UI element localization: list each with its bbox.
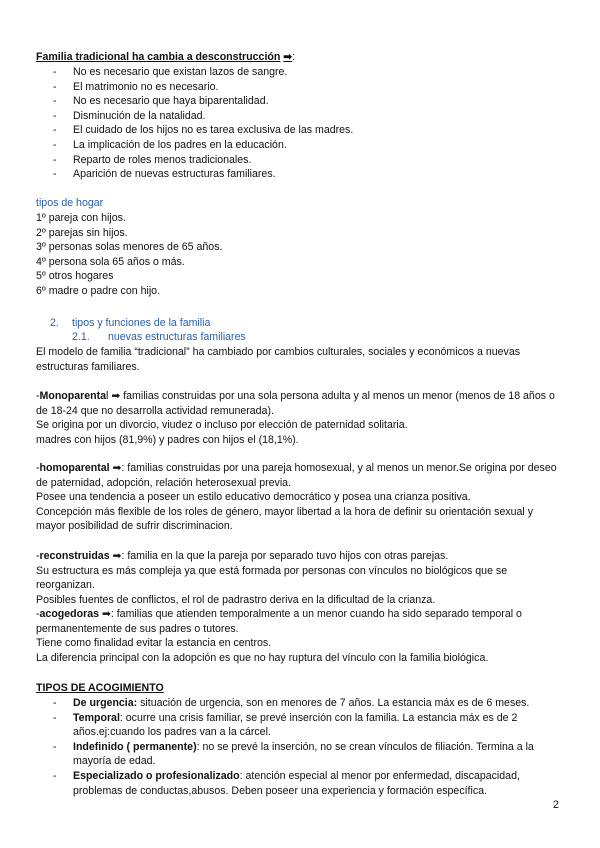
acogedoras-block [36, 607, 564, 665]
homoparental-label: homoparental [39, 462, 110, 474]
dash: - [36, 550, 40, 562]
list-item: - No es necesario que haya biparentalidad. [36, 94, 353, 109]
dash: - [36, 390, 40, 402]
intro-paragraph: El modelo de familia “tradicional” ha cambiado por cambios culturales, sociales y económicos a nuevas estructuras familiares. [36, 346, 521, 373]
monoparental-label-tail: l [106, 390, 109, 402]
list-item [36, 740, 556, 769]
heading-title: Familia tradicional ha cambia a desconstrucción [36, 51, 281, 63]
list-item: - El matrimonio no es necesario. [36, 80, 353, 95]
item-text: : no se prevé la inserción, no se crean vínculos de filiación. Termina a la mayoría de edad. [73, 740, 534, 768]
list-item: 4º persona sola 65 años o más. [36, 255, 185, 268]
list-item: - La implicación de los padres en la educación. [36, 138, 353, 153]
dash: - [36, 462, 40, 474]
acogedoras-difference: La diferencia principal con la adopción es que no hay ruptura del vínculo con la familia biológica. [36, 651, 489, 664]
list-item: - Disminución de la natalidad. [36, 109, 353, 124]
item-lead: Temporal [73, 711, 120, 724]
section-2-title: tipos y funciones de la familia [72, 317, 211, 329]
acogedoras-purpose: Tiene como finalidad evitar la estancia en centros. [36, 637, 272, 650]
change-list [36, 65, 353, 182]
list-item: - Aparición de nuevas estructuras familiares. [36, 167, 353, 182]
list-item: 5º otros hogares [36, 270, 114, 283]
item-text: : ocurre una crisis familiar, se prevé inserción con la familia. La estancia máx es de 2 años.ej:cuando los padres van a la cárcel. [73, 711, 518, 739]
list-item [36, 711, 556, 740]
acogedoras-label: acogedoras [39, 608, 99, 620]
acogedoras-text: : familias que atienden temporalmente a un menor cuando ha sido separado temporal o permanentemente de sus padres o tutores. [36, 608, 522, 635]
monoparental-definition [36, 389, 564, 418]
reconstruidas-conflicts: Posibles fuentes de conflictos, el rol de padrastro deriva en la dificultad de la crianza. [36, 593, 436, 606]
heading-colon: : [292, 51, 296, 63]
arrow-icon: ➡ [101, 608, 111, 620]
reconstruidas-block [36, 549, 564, 607]
acogimiento-list [36, 696, 556, 798]
homoparental-text: : familias construidas por una pareja homosexual, y al menos un menor.Se origina por deseo de paternidad, adopción, relación heterosexual previa. [36, 462, 557, 489]
item-lead: Especializado o profesionalizado [73, 769, 240, 782]
arrow-icon: ➡ [112, 462, 122, 474]
item-lead: De urgencia: [73, 697, 138, 709]
section-2-1-title: nuevas estructuras familiares [108, 331, 246, 343]
heading-acogimiento: TIPOS DE ACOGIMIENTO [36, 682, 164, 694]
list-item: - Reparto de roles menos tradicionales. [36, 153, 353, 168]
list-item: 3º personas solas menores de 65 años. [36, 241, 223, 254]
monoparental-block [36, 389, 564, 447]
item-text: : atención especial al menor por enfermedad, discapacidad, problemas de conductas,abusos. Deben poseer una experiencia y formación específica. [73, 769, 520, 797]
list-item: 2º parejas sin hijos. [36, 226, 128, 239]
reconstruidas-definition [36, 549, 564, 564]
arrow-icon: ➡ [111, 390, 121, 402]
list-item [36, 769, 556, 798]
monoparental-label: Monoparenta [39, 390, 107, 402]
page-number: 2 [553, 799, 559, 811]
item-text: situación de urgencia, son en menores de 7 años. La estancia máx es de 6 meses. [137, 697, 530, 709]
monoparental-origin: Se origina por un divorcio, viudez o incluso por elección de paternidad solitaria. [36, 419, 408, 432]
list-item: - El cuidado de los hijos no es tarea exclusiva de las madres. [36, 123, 353, 138]
arrow-icon: ➡ [283, 51, 293, 63]
list-item [36, 696, 556, 711]
homoparental-style: Posee una tendencia a poseer un estilo educativo democrático y posea una crianza positiva. [36, 491, 471, 504]
section-2-number: 2. [50, 317, 59, 329]
homoparental-block [36, 461, 564, 534]
arrow-icon: ➡ [112, 550, 122, 562]
hogar-title: tipos de hogar [36, 197, 104, 209]
section-2-1-number: 2.1. [72, 331, 90, 343]
reconstruidas-structure: Su estructura es más compleja ya que está formada por personas con vínculos no biológicos que se reorganizan. [36, 564, 508, 592]
item-lead: Indefinido ( permanente) [73, 740, 197, 753]
homoparental-gender: Concepción más flexible de los roles de género, mayor libertad a la hora de definir su orientación sexual y mayor posibilidad de sufrir discriminacion. [36, 505, 534, 533]
list-item: - No es necesario que existan lazos de sangre. [36, 65, 353, 80]
dash: - [36, 608, 40, 620]
homoparental-definition [36, 461, 564, 490]
list-item: 1º pareja con hijos. [36, 212, 126, 224]
monoparental-text: familias construidas por una sola persona adulta y al menos un menor (menos de 18 años o de 18-24 que no desarrolla actividad remunerada). [36, 390, 555, 417]
hogar-list [36, 211, 564, 299]
reconstruidas-text: : familia en la que la pareja por separado tuvo hijos con otras parejas. [121, 550, 449, 562]
heading-family-change [36, 50, 295, 65]
reconstruidas-label: reconstruidas [39, 550, 110, 562]
acogedoras-definition [36, 607, 564, 636]
monoparental-stats: madres con hijos (81,9%) y padres con hijos el (18,1%). [36, 433, 299, 446]
list-item: 6º madre o padre con hijo. [36, 284, 161, 297]
